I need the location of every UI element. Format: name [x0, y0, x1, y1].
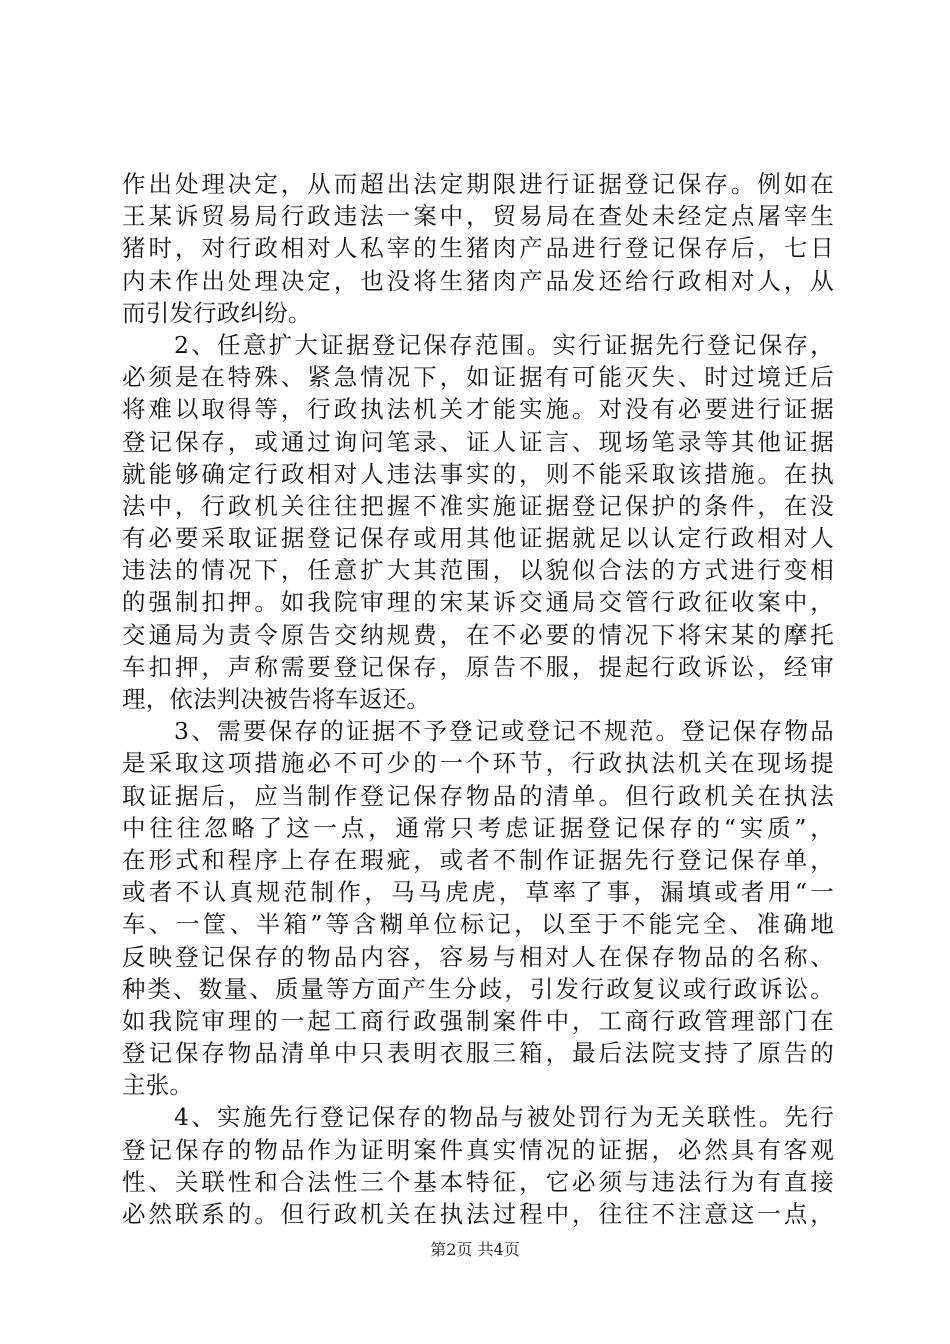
text-line: 取证据后，应当制作登记保存物品的清单。但行政机关在执法	[122, 781, 834, 810]
text-line: 有必要采取证据登记保存或用其他证据就足以认定行政相对人	[122, 524, 834, 553]
text-line: 而引发行政纠纷。	[122, 298, 312, 327]
text-line: 性、关联性和合法性三个基本特征，它必须与违法行为有直接	[122, 1167, 834, 1196]
text-line: 作出处理决定，从而超出法定期限进行证据登记保存。例如在	[122, 170, 834, 198]
text-line: 交通局为责令原告交纳规费，在不必要的情况下将宋某的摩托	[122, 620, 834, 649]
text-line: 或者不认真规范制作，马马虎虎，草率了事，漏填或者用“一	[122, 878, 834, 907]
text-line: 车扣押，声称需要登记保存，原告不服，提起行政诉讼，经审	[122, 652, 834, 681]
text-line: 车、一筐、半箱”等含糊单位标记，以至于不能完全、准确地	[122, 910, 834, 939]
text-line: 必须是在特殊、紧急情况下，如证据有可能灭失、时过境迁后	[122, 363, 834, 392]
body-text	[122, 168, 834, 1230]
text-line: 必然联系的。但行政机关在执法过程中，往往不注意这一点，	[122, 1200, 834, 1228]
text-line: 3、需要保存的证据不予登记或登记不规范。登记保存物品	[174, 717, 834, 746]
text-line: 王某诉贸易局行政违法一案中，贸易局在查处未经定点屠宰生	[122, 202, 834, 231]
text-line: 猪时，对行政相对人私宰的生猪肉产品进行登记保存后，七日	[122, 234, 834, 263]
text-line: 反映登记保存的物品内容，容易与相对人在保存物品的名称、	[122, 942, 834, 971]
text-line: 的强制扣押。如我院审理的宋某诉交通局交管行政征收案中，	[122, 588, 834, 617]
text-line: 是采取这项措施必不可少的一个环节，行政执法机关在现场提	[122, 749, 834, 778]
text-line: 种类、数量、质量等方面产生分歧，引发行政复议或行政诉讼。	[122, 974, 834, 1003]
text-line: 登记保存物品清单中只表明衣服三箱，最后法院支持了原告的	[122, 1039, 834, 1068]
text-line: 在形式和程序上存在瑕疵，或者不制作证据先行登记保存单，	[122, 845, 834, 874]
text-line: 如我院审理的一起工商行政强制案件中，工商行政管理部门在	[122, 1006, 834, 1035]
text-line: 2、任意扩大证据登记保存范围。实行证据先行登记保存，	[174, 330, 834, 359]
text-line: 中往往忽略了这一点，通常只考虑证据登记保存的“实质”，	[122, 813, 834, 842]
text-line: 主张。	[122, 1071, 194, 1100]
text-line: 将难以取得等，行政执法机关才能实施。对没有必要进行证据	[122, 395, 834, 424]
text-line: 内未作出处理决定，也没将生猪肉产品发还给行政相对人，从	[122, 266, 834, 295]
text-line: 违法的情况下，任意扩大其范围，以貌似合法的方式进行变相	[122, 556, 834, 585]
text-line: 登记保存的物品作为证明案件真实情况的证据，必然具有客观	[122, 1135, 834, 1164]
text-line: 就能够确定行政相对人违法事实的，则不能采取该措施。在执	[122, 459, 834, 488]
text-line: 登记保存，或通过询问笔录、证人证言、现场笔录等其他证据	[122, 427, 834, 456]
text-line: 法中，行政机关往往把握不准实施证据登记保护的条件，在没	[122, 491, 834, 520]
page-footer: 第2页 共4页	[430, 1240, 520, 1259]
text-line: 理，依法判决被告将车返还。	[122, 685, 431, 713]
text-line: 4、实施先行登记保存的物品与被处罚行为无关联性。先行	[174, 1103, 834, 1132]
